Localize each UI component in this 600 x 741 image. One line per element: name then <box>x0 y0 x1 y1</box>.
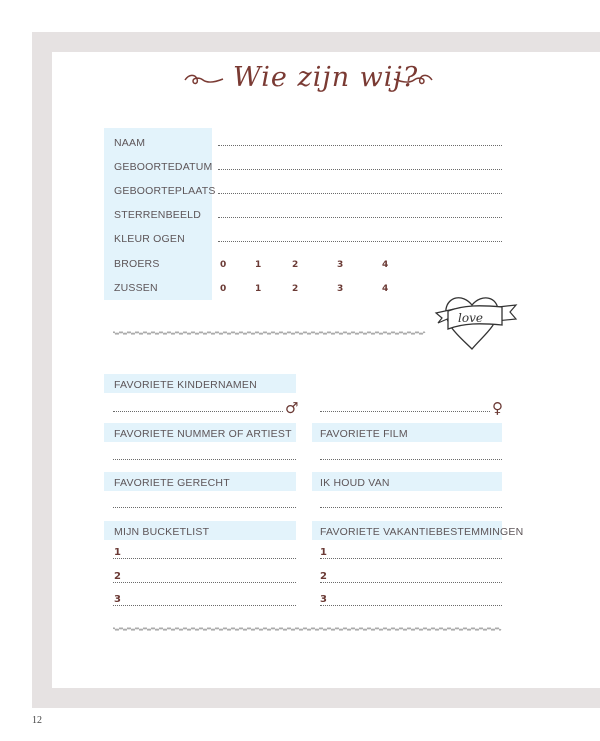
vakantie-item-field[interactable] <box>320 605 502 606</box>
vakantie-item-field[interactable] <box>320 582 502 583</box>
houd-van-field[interactable] <box>320 507 502 508</box>
zussen-option[interactable]: 4 <box>382 284 389 294</box>
bucketlist-item-field[interactable] <box>113 582 296 583</box>
zussen-option[interactable]: 0 <box>220 284 227 294</box>
label-naam: NAAM <box>114 137 146 149</box>
nummer-label: FAVORIETE NUMMER OF ARTIEST <box>114 428 292 440</box>
label-geboortedatum: GEBOORTEDATUM <box>114 161 213 173</box>
wavy-divider <box>113 625 503 633</box>
broers-option[interactable]: 2 <box>292 260 299 270</box>
zussen-option[interactable]: 2 <box>292 284 299 294</box>
kindernamen-boy-field[interactable] <box>113 411 283 412</box>
label-sterrenbeeld: STERRENBEELD <box>114 209 202 221</box>
bucketlist-item-field[interactable] <box>113 605 296 606</box>
label-zussen: ZUSSEN <box>114 282 158 294</box>
page-number: 12 <box>32 715 42 726</box>
kindernamen-girl-field[interactable] <box>320 411 490 412</box>
flourish-left-icon <box>183 72 225 88</box>
bucketlist-label: MIJN BUCKETLIST <box>114 526 210 538</box>
bucketlist-number: 2 <box>114 571 121 582</box>
bucketlist-number: 3 <box>114 594 121 605</box>
film-label: FAVORIETE FILM <box>320 428 408 440</box>
zussen-option[interactable]: 3 <box>337 284 344 294</box>
kleur-ogen-field[interactable] <box>218 241 502 242</box>
gerecht-label: FAVORIETE GERECHT <box>114 477 230 489</box>
label-kleur-ogen: KLEUR OGEN <box>114 233 185 245</box>
gerecht-field[interactable] <box>113 507 296 508</box>
broers-option[interactable]: 0 <box>220 260 227 270</box>
zussen-option[interactable]: 1 <box>255 284 262 294</box>
broers-option[interactable]: 3 <box>337 260 344 270</box>
banner-text: love <box>458 311 483 325</box>
male-icon: ♂ <box>285 399 299 417</box>
female-icon: ♀ <box>492 399 503 417</box>
geboortedatum-field[interactable] <box>218 169 502 170</box>
film-field[interactable] <box>320 459 502 460</box>
label-broers: BROERS <box>114 258 160 270</box>
bucketlist-number: 1 <box>114 547 121 558</box>
vakantie-item-field[interactable] <box>320 558 502 559</box>
label-geboorteplaats: GEBOORTEPLAATS <box>114 185 216 197</box>
vakantie-label: FAVORIETE VAKANTIEBESTEMMINGEN <box>320 526 524 538</box>
vakantie-number: 2 <box>320 571 327 582</box>
naam-field[interactable] <box>218 145 502 146</box>
broers-option[interactable]: 1 <box>255 260 262 270</box>
nummer-field[interactable] <box>113 459 296 460</box>
wavy-divider <box>113 329 429 337</box>
vakantie-number: 3 <box>320 594 327 605</box>
page-title: Wie zijn wij? <box>233 62 419 93</box>
heart-love-banner-icon <box>430 285 520 355</box>
flourish-right-icon <box>392 72 434 88</box>
houd-van-label: IK HOUD VAN <box>320 477 390 489</box>
vakantie-number: 1 <box>320 547 327 558</box>
broers-option[interactable]: 4 <box>382 260 389 270</box>
sterrenbeeld-field[interactable] <box>218 217 502 218</box>
page-header <box>0 62 600 102</box>
kindernamen-label: FAVORIETE KINDERNAMEN <box>114 379 257 391</box>
geboorteplaats-field[interactable] <box>218 193 502 194</box>
bucketlist-item-field[interactable] <box>113 558 296 559</box>
